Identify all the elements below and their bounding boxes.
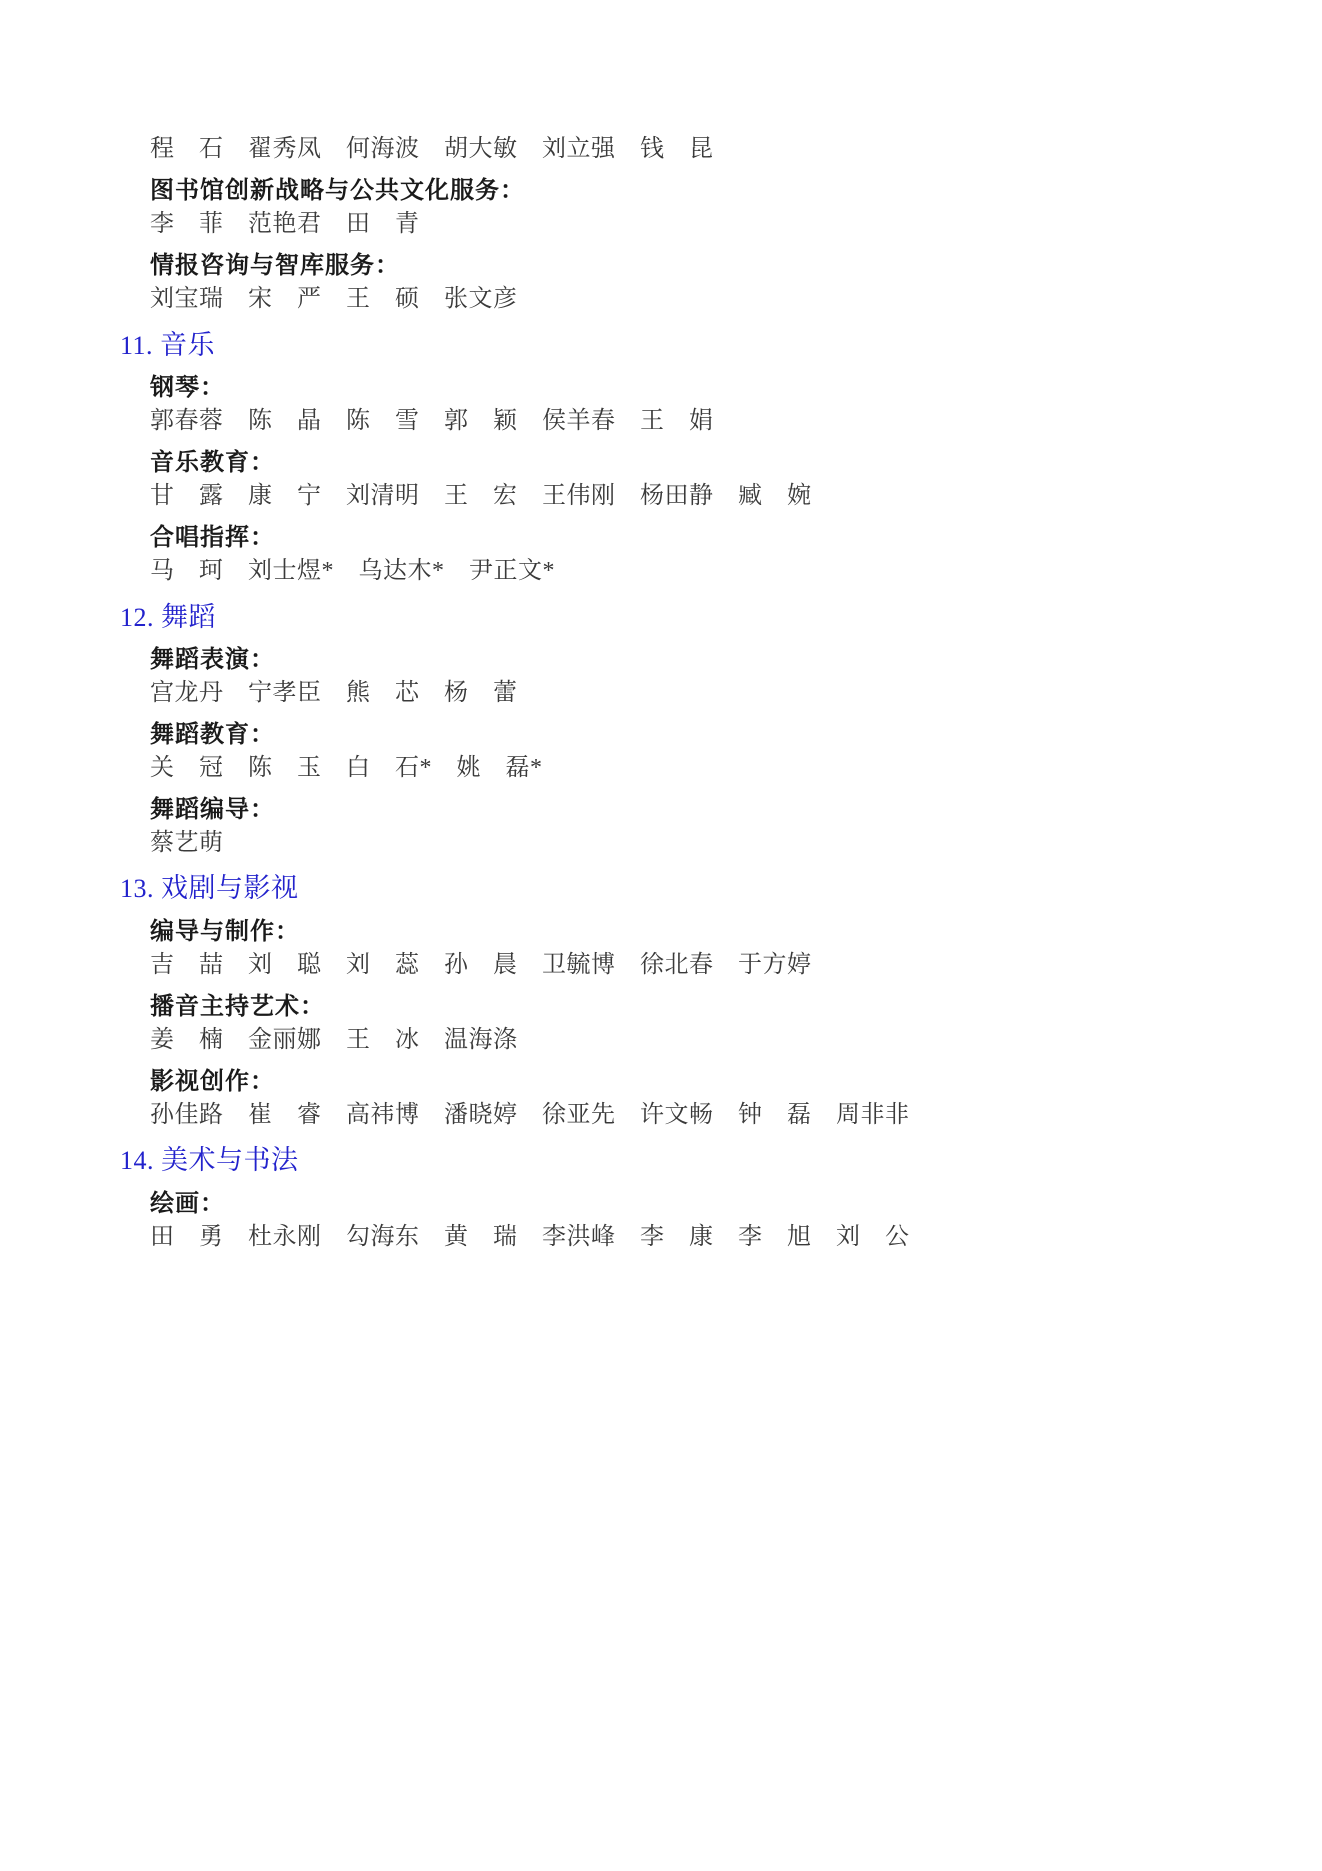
section-heading	[120, 602, 1202, 634]
subsection-heading: 舞蹈编导：	[150, 794, 275, 824]
section-heading	[120, 1145, 1202, 1177]
name-list-line: 孙佳路 崔 睿 高祎博 潘晓婷 徐亚先 许文畅 钟 磊 周非非	[150, 1102, 910, 1129]
subsection-heading: 舞蹈教育：	[150, 719, 275, 749]
name-list-line: 宫龙丹 宁孝臣 熊 芯 杨 蕾	[150, 679, 518, 706]
section-title: 美术与书法	[161, 1145, 299, 1177]
section-number: 13.	[120, 874, 154, 904]
name-list-line: 李 菲 范艳君 田 青	[150, 211, 420, 238]
name-list-line: 程 石 翟秀凤 何海波 胡大敏 刘立强 钱 昆	[150, 136, 714, 162]
subsection-heading: 合唱指挥：	[150, 522, 275, 552]
section-title: 戏剧与影视	[161, 873, 299, 905]
subsection-heading: 播音主持艺术：	[150, 991, 325, 1021]
subsection-heading: 舞蹈表演：	[150, 643, 275, 673]
name-list-line: 姜 楠 金丽娜 王 冰 温海涤	[150, 1027, 518, 1054]
subsection-heading: 图书馆创新战略与公共文化服务：	[150, 175, 525, 205]
name-list-line: 刘宝瑞 宋 严 王 硕 张文彦	[150, 286, 518, 313]
name-list-line: 甘 露 康 宁 刘清明 王 宏 王伟刚 杨田静 臧 婉	[150, 483, 812, 510]
section-number: 12.	[120, 602, 154, 632]
document-body	[120, 134, 1202, 1253]
subsection-heading: 情报咨询与智库服务：	[150, 250, 400, 280]
name-list-line: 蔡艺萌	[150, 830, 224, 857]
section-title: 舞蹈	[161, 601, 216, 633]
section-number: 14.	[120, 1146, 154, 1176]
subsection-heading: 绘画：	[150, 1187, 225, 1217]
section-heading	[120, 330, 1202, 362]
section-number: 11.	[120, 330, 154, 360]
name-list-line: 吉 喆 刘 聪 刘 蕊 孙 晨 卫毓博 徐北春 于方婷	[150, 951, 812, 978]
subsection-heading: 影视创作：	[150, 1066, 275, 1096]
section-heading	[120, 873, 1202, 905]
name-list-line: 郭春蓉 陈 晶 陈 雪 郭 颖 侯羊春 王 娟	[150, 407, 714, 434]
subsection-heading: 钢琴：	[150, 371, 225, 401]
name-list-line: 马 珂 刘士煜* 乌达木* 尹正文*	[150, 558, 555, 585]
subsection-heading: 编导与制作：	[150, 915, 300, 945]
name-list-line: 田 勇 杜永刚 勾海东 黄 瑞 李洪峰 李 康 李 旭 刘 公	[150, 1223, 910, 1250]
name-list-line: 关 冠 陈 玉 白 石* 姚 磊*	[150, 755, 543, 782]
section-title: 音乐	[160, 329, 216, 361]
subsection-heading: 音乐教育：	[150, 447, 275, 477]
